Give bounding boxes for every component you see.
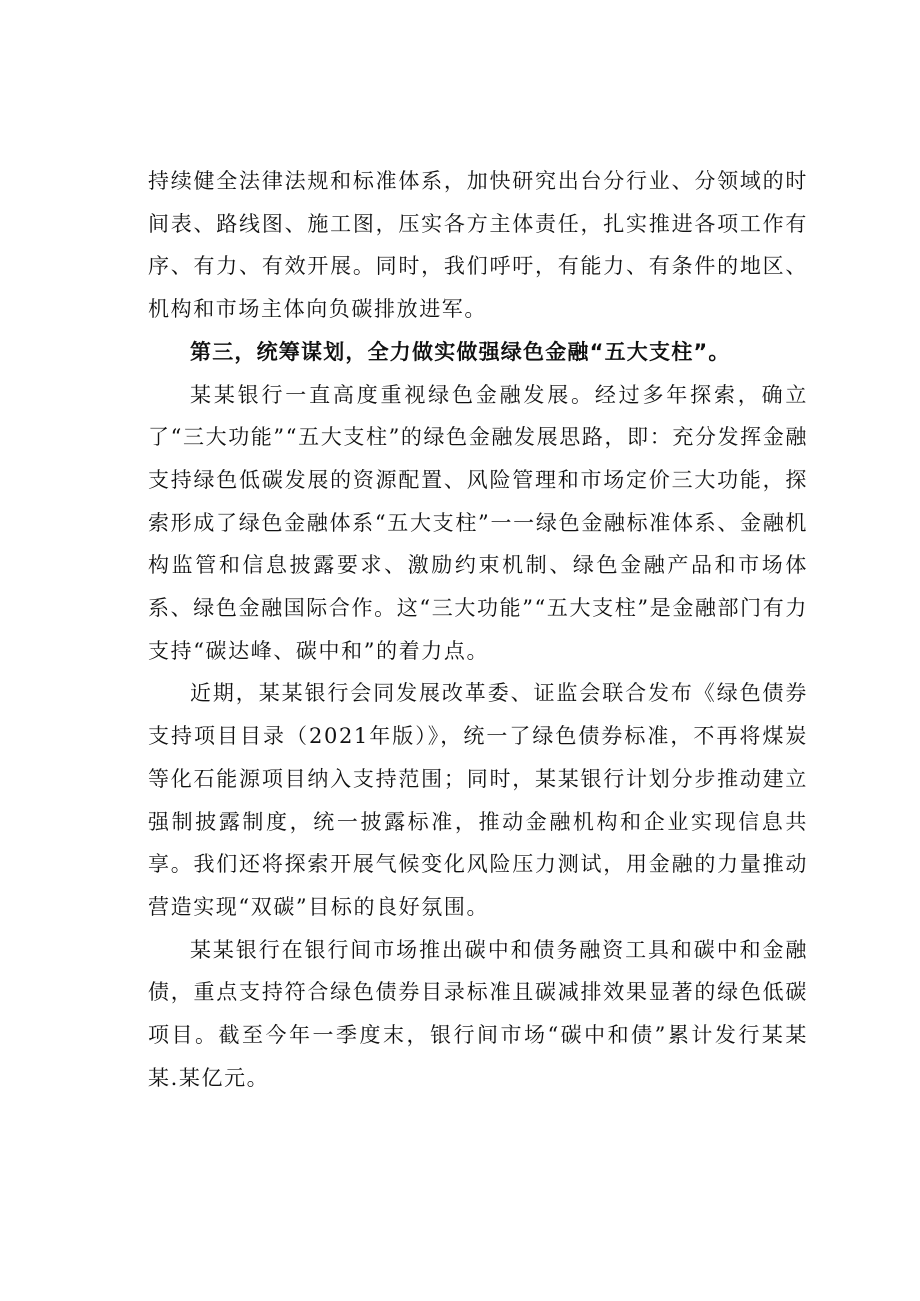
document-body <box>148 160 808 1099</box>
section-heading: 第三，统筹谋划，全力做实做强绿色金融“五大支柱”。 <box>190 339 731 364</box>
body-paragraph: 某某银行一直高度重视绿色金融发展。经过多年探索，确立了“三大功能”“五大支柱”的绿色金融发展思路，即：充分发挥金融支持绿色低碳发展的资源配置、风险管理和市场定价三大功能，探索形成了绿色金融体系“五大支柱”一一绿色金融标准体系、金融机构监管和信息披露要求、激励约束机制、绿色金融产品和市场体系、绿色金融国际合作。这“三大功能”“五大支柱”是金融部门有力支持“碳达峰、碳中和”的着力点。 <box>148 382 808 663</box>
continuation-paragraph: 持续健全法律法规和标准体系，加快研究出台分行业、分领域的时间表、路线图、施工图，压实各方主体责任，扎实推进各项工作有序、有力、有效开展。同时，我们呼吁，有能力、有条件的地区、机构和市场主体向负碳排放进军。 <box>148 169 808 322</box>
body-paragraph: 近期，某某银行会同发展改革委、证监会联合发布《绿色债券支持项目目录（2021年版）》，统一了绿色债券标准，不再将煤炭等化石能源项目纳入支持范围；同时，某某银行计划分步推动建立强制披露制度，统一披露标准，推动金融机构和企业实现信息共享。我们还将探索开展气候变化风险压力测试，用金融的力量推动营造实现“双碳”目标的良好氛围。 <box>148 681 808 919</box>
body-paragraph: 某某银行在银行间市场推出碳中和债务融资工具和碳中和金融债，重点支持符合绿色债券目录标准且碳减排效果显著的绿色低碳项目。截至今年一季度末，银行间市场“碳中和债”累计发行某某某.某亿元。 <box>148 937 808 1090</box>
